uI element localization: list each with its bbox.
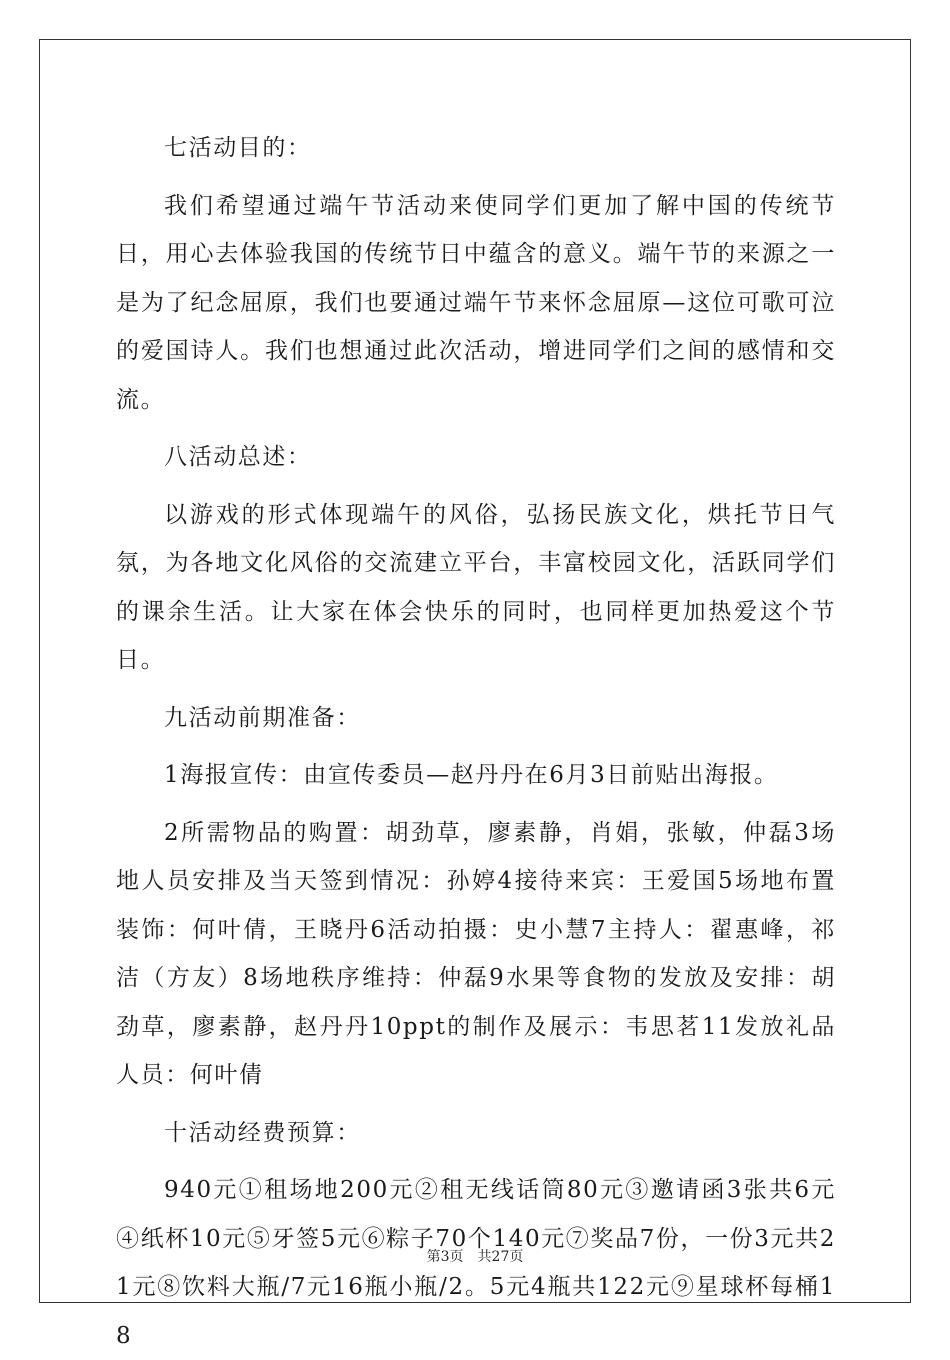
paragraph-budget: 940元①租场地200元②租无线话筒80元③邀请函3张共6元④纸杯10元⑤牙签5元⑥粽子70个140元⑦奖品7份，一份3元共21元⑧饮料大瓶/7元16瓶小瓶/2。5元4瓶共122元⑨星球杯每桶18: [116, 1177, 836, 1349]
section-heading-preparation: 九活动前期准备：: [164, 704, 361, 731]
page-number-footer: 第3页 共27页: [426, 1249, 524, 1265]
paragraph-summary: 以游戏的形式体现端午的风俗，弘扬民族文化，烘托节日气氛，为各地文化风俗的交流建立平台，丰富校园文化，活跃同学们的课余生活。让大家在体会快乐的同时，也同样更加热爱这个节日。: [116, 501, 836, 673]
paragraph-prep-poster: 1海报宣传：由宣传委员—赵丹丹在6月3日前贴出海报。: [164, 762, 779, 788]
paragraph-prep-staff: 2所需物品的购置：胡劲草，廖素静，肖娟，张敏，仲磊3场地人员安排及当天签到情况：孙婷4接待来宾：王爱国5场地布置装饰：何叶倩，王晓丹6活动拍摄：史小慧7主持人：翟惠峰，祁洁（方友）8场地秩序维持：仲磊9水果等食物的发放及安排：胡劲草，廖素静，赵丹丹10ppt的制作及展示：韦思茗11发放礼品人员：何叶倩: [116, 819, 836, 1088]
section-heading-summary: 八活动总述：: [164, 444, 312, 470]
document-body: [116, 124, 836, 1360]
paragraph-purpose: 我们希望通过端午节活动来使同学们更加了解中国的传统节日，用心去体验我国的传统节日中蕴含的意义。端午节的来源之一是为了纪念屈原，我们也要通过端午节来怀念屈原—这位可歌可泣的爱国诗人。我们也想通过此次活动，增进同学们之间的感情和交流。: [116, 192, 836, 413]
section-heading-budget: 十活动经费预算：: [164, 1119, 361, 1146]
section-heading-purpose: 七活动目的：: [164, 135, 312, 161]
